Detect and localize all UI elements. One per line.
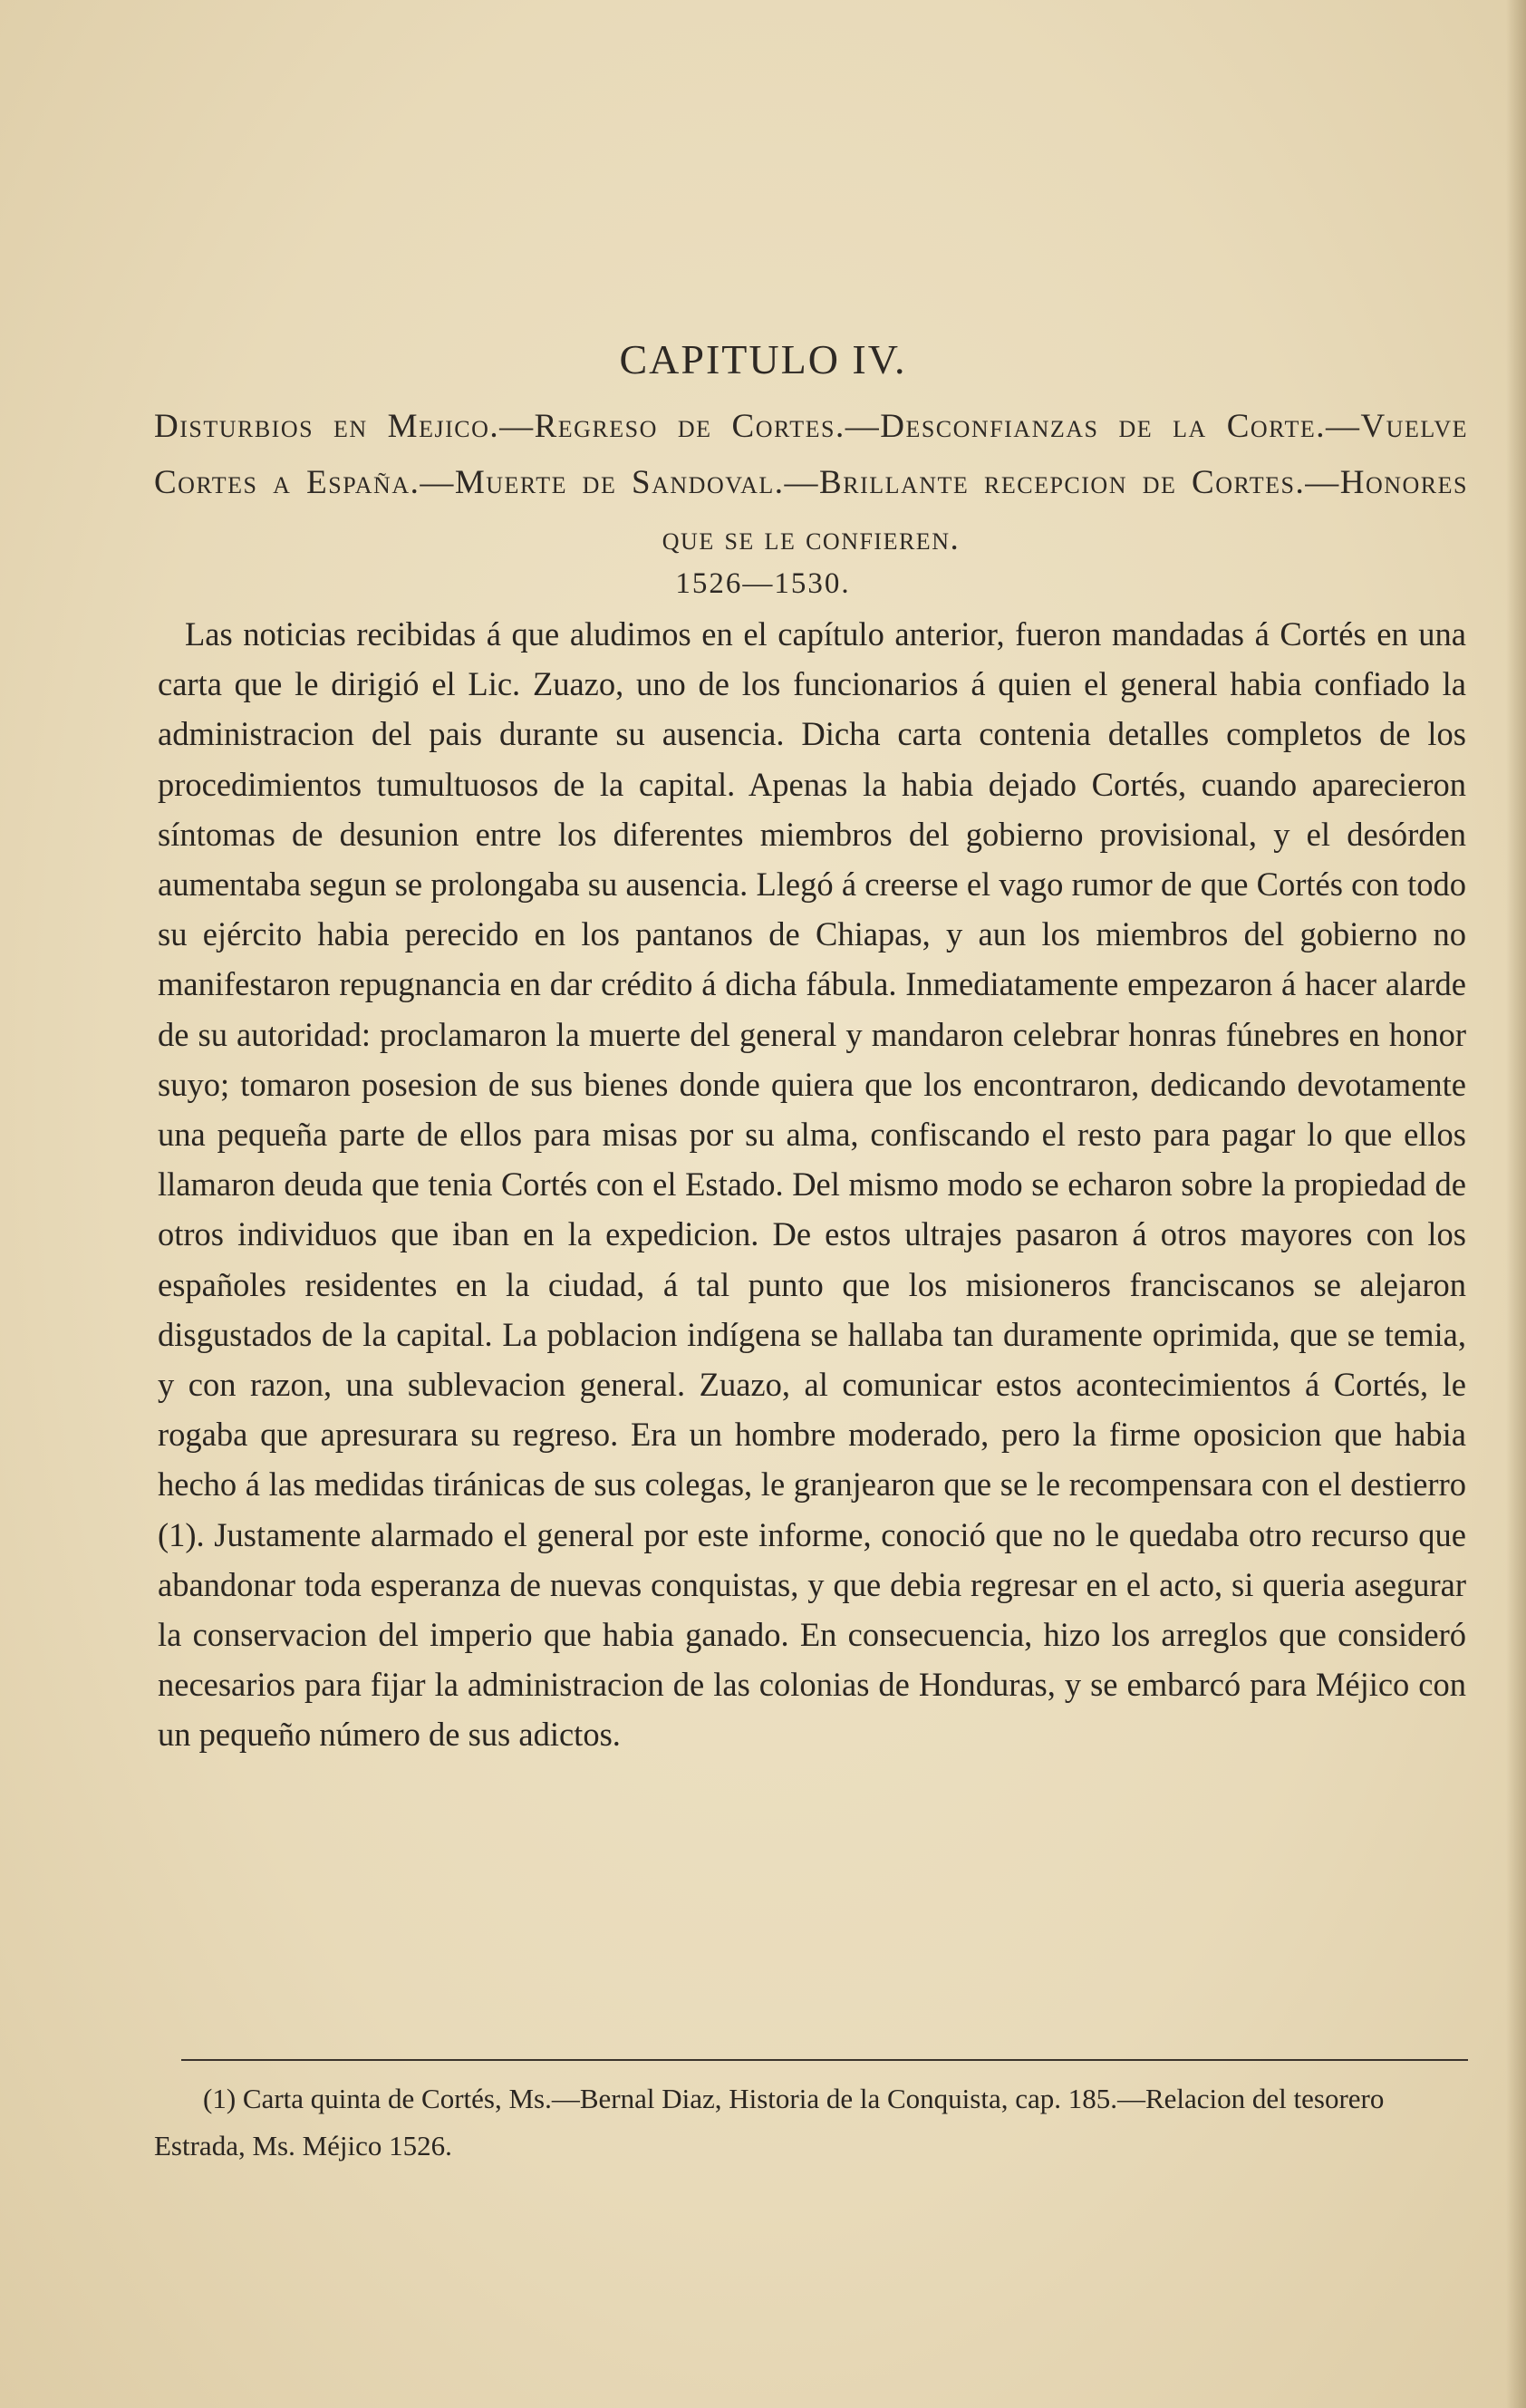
chapter-date-range: 1526—1530. bbox=[675, 567, 851, 600]
chapter-title: CAPITULO IV. bbox=[619, 336, 907, 382]
footnote: (1) Carta quinta de Cortés, Ms.—Bernal Diaz, Historia de la Conquista, cap. 185.—Relacion del tesorero Estrada, Ms. Méjico 1526. bbox=[154, 2083, 1385, 2161]
chapter-summary: Disturbios en Mejico.—Regreso de Cortes.—Desconfianzas de la Corte.—Vuelve Cortes a España.—Muerte de Sandoval.—Brillante recepcion de Cortes.—Honores que se le confieren. bbox=[154, 408, 1468, 557]
footnote-divider bbox=[181, 2059, 1468, 2061]
body-paragraph: Las noticias recibidas á que aludimos en el capítulo anterior, fueron mandadas á Cortés en una carta que le dirigió el Lic. Zuazo, uno de los funcionarios á quien el general habia confiado la administracion del pais durante su ausencia. Dicha carta contenia detalles completos de los procedimientos tumultuosos de la capital. Apenas la habia dejado Cortés, cuando aparecieron síntomas de desunion entre los diferentes miembros del gobierno provisional, y el desórden aumentaba segun se prolongaba su ausencia. Llegó á creerse el vago rumor de que Cortés con todo su ejército habia perecido en los pantanos de Chiapas, y aun los miembros del gobierno no manifestaron repugnancia en dar crédito á dicha fábula. Inmediatamente empezaron á hacer alarde de su autoridad: proclamaron la muerte del general y mandaron celebrar honras fúnebres en honor suyo; tomaron posesion de sus bienes donde quiera que los encontraron, dedicando devotamente una pequeña parte de ellos para misas por su alma, confiscando el resto para pagar lo que ellos llamaron deuda que tenia Cortés con el Estado. Del mismo modo se echaron sobre la propiedad de otros individuos que iban en la expedicion. De estos ultrajes pasaron á otros mayores con los españoles residentes en la ciudad, á tal punto que los misioneros franciscanos se alejaron disgustados de la capital. La poblacion indígena se hallaba tan duramente oprimida, que se temia, y con razon, una sublevacion general. Zuazo, al comunicar estos acontecimientos á Cortés, le rogaba que apresurara su regreso. Era un hombre moderado, pero la firme oposicion que habia hecho á las medidas tiránicas de sus colegas, le granjearon que se le recompensara con el destierro (1). Justamente alarmado el general por este informe, conoció que no le quedaba otro recurso que abandonar toda esperanza de nuevas conquistas, y que debia regresar en el acto, si queria asegurar la conservacion del imperio que habia ganado. En consecuencia, hizo los arreglos que consideró necesarios para fijar la administracion de las colonias de Honduras, y se embarcó para Méjico con un pequeño número de sus adictos. bbox=[158, 615, 1466, 1754]
